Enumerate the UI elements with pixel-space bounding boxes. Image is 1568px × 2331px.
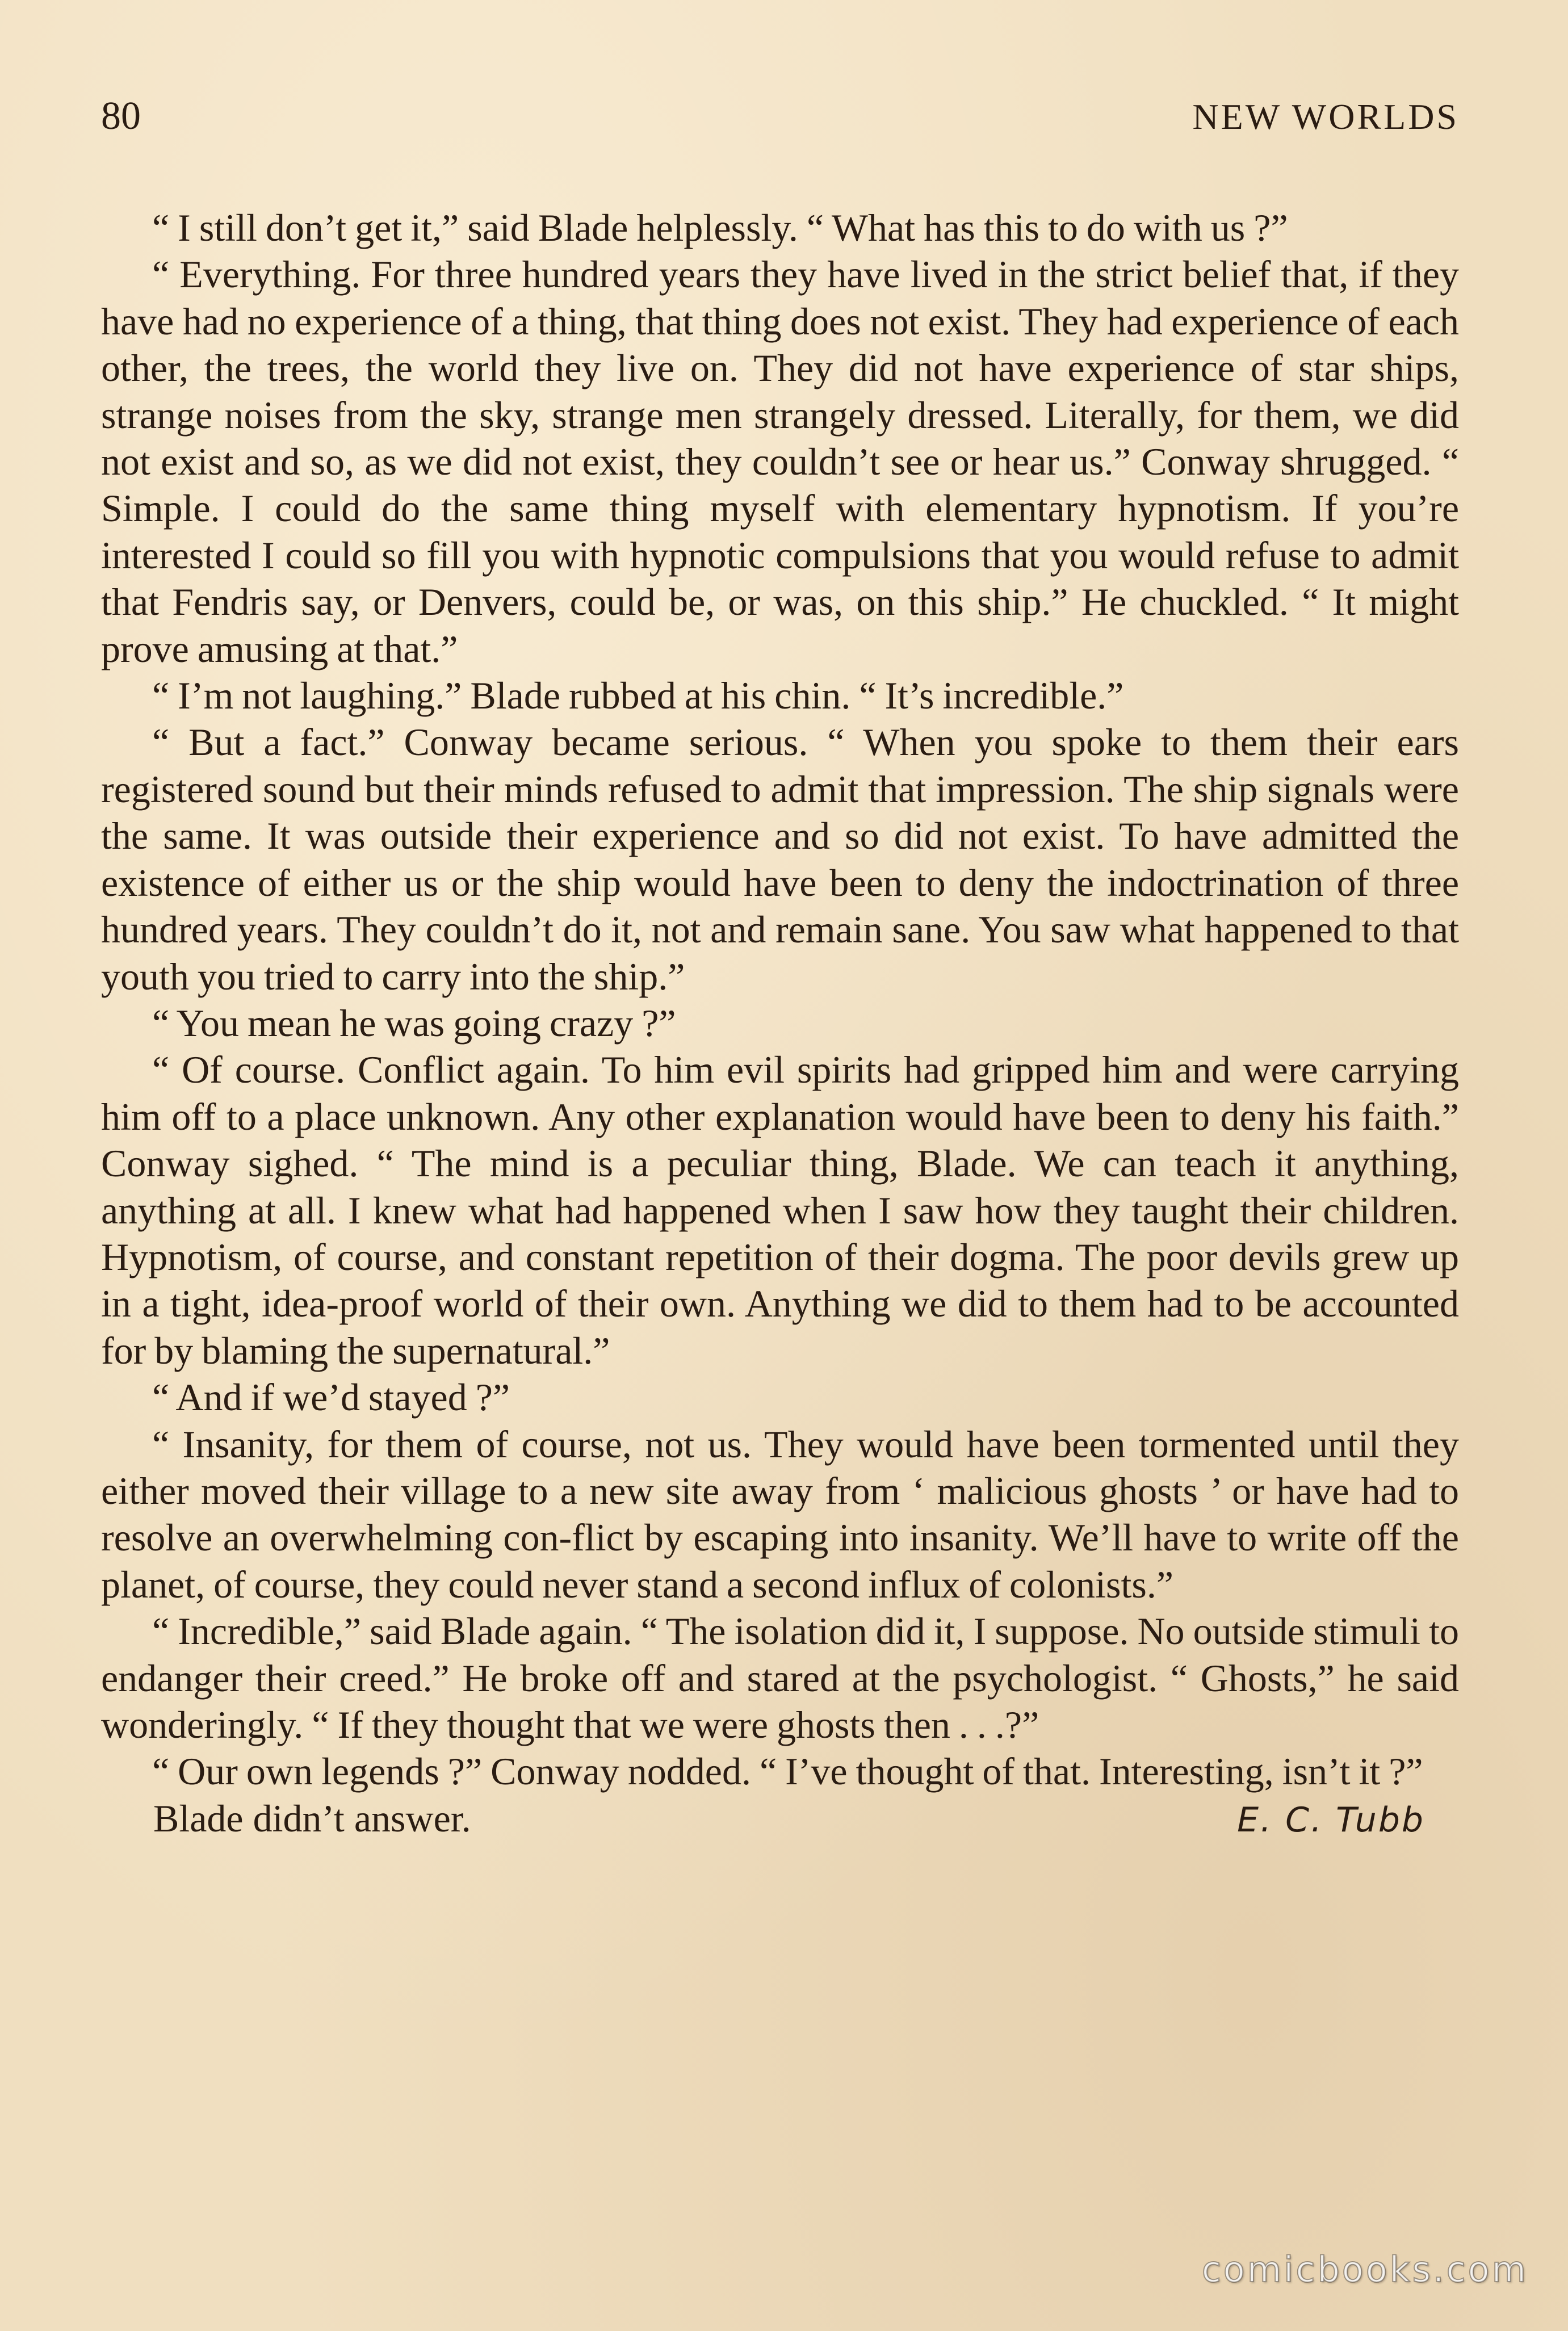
- page-number: 80: [101, 94, 141, 138]
- story-text: [101, 204, 1459, 1843]
- paragraph: “ Insanity, for them of course, not us. They would have been tormented until they either moved their village to a new site away from ‘ malicious ghosts ’ or have had to resolve an overwhelming con-flict by escaping into insanity. We’ll have to write off the planet, of course, they could never stand a second influx of colonists.”: [101, 1422, 1459, 1606]
- closing-line: [101, 1795, 1459, 1843]
- paragraph: “ Incredible,” said Blade again. “ The isolation did it, I suppose. No outside stimuli to endanger their creed.” He broke off and stared at the psychologist. “ Ghosts,” he said wonderingly. “ If they thought that we were ghosts then . . .?”: [101, 1609, 1459, 1746]
- running-head: NEW WORLDS: [1192, 97, 1459, 137]
- page-header: [101, 94, 1459, 138]
- book-page: [101, 94, 1459, 2254]
- author-byline: E. C. Tubb: [1237, 1800, 1425, 1840]
- paragraph: “ Of course. Conflict again. To him evil spirits had gripped him and were carrying him off to a place unknown. Any other explanation would have been to deny his faith.” Conway sighed. “ The mind is a peculiar thing, Blade. We can teach it anything, anything at all. I knew what had happened when I saw how they taught their children. Hypnotism, of course, and constant repetition of their dogma. The poor devils grew up in a tight, idea-proof world of their own. Anything we did to them had to be accounted for by blaming the supernatural.”: [101, 1048, 1459, 1372]
- last-line: Blade didn’t answer.: [153, 1796, 471, 1840]
- paragraph: “ I still don’t get it,” said Blade helplessly. “ What has this to do with us ?”: [152, 206, 1288, 249]
- paragraph: “ You mean he was going crazy ?”: [152, 1001, 676, 1045]
- paragraph: “ And if we’d stayed ?”: [152, 1376, 510, 1419]
- site-watermark: comicbooks.com: [1201, 2249, 1528, 2290]
- paragraph: “ But a fact.” Conway became serious. “ When you spoke to them their ears registered sound but their minds refused to admit that impression. The ship signals were the same. It was outside their experience and so did not exist. To have admitted the existence of either us or the ship would have been to deny the indoctrination of three hundred years. They couldn’t do it, not and remain sane. You saw what happened to that youth you tried to carry into the ship.”: [101, 720, 1459, 998]
- paragraph: “ Everything. For three hundred years they have lived in the strict belief that, if they have had no experience of a thing, that thing does not exist. They had experience of each other, the trees, the world they live on. They did not have experience of star ships, strange noises from the sky, strange men strangely dressed. Literally, for them, we did not exist and so, as we did not exist, they couldn’t see or hear us.” Conway shrugged. “ Simple. I could do the same thing myself with elementary hypnotism. If you’re interested I could so fill you with hypnotic compulsions that you would refuse to admit that Fendris say, or Denvers, could be, or was, on this ship.” He chuckled. “ It might prove amusing at that.”: [101, 253, 1459, 670]
- paragraph: “ Our own legends ?” Conway nodded. “ I’ve thought of that. Interesting, isn’t it ?”: [152, 1750, 1423, 1793]
- paragraph: “ I’m not laughing.” Blade rubbed at his chin. “ It’s incredible.”: [152, 674, 1124, 718]
